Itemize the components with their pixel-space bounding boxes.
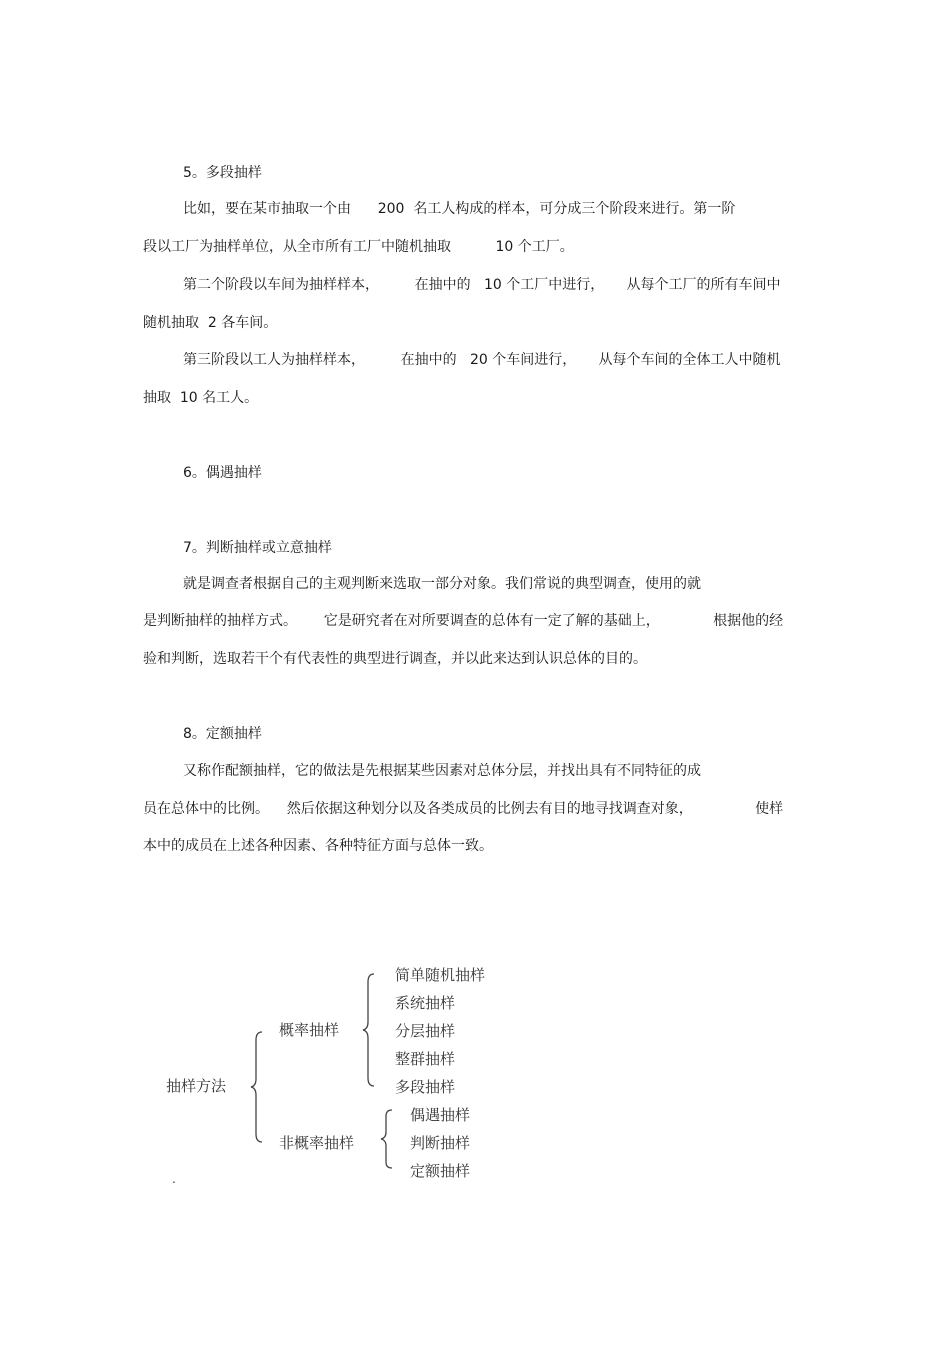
probability-item: 简单随机抽样 bbox=[395, 966, 486, 984]
non-probability-sampling-label: 非概率抽样 bbox=[279, 1134, 355, 1152]
non-probability-item: 判断抽样 bbox=[410, 1134, 471, 1152]
root-brace bbox=[250, 1030, 270, 1145]
section-heading-6: 6。偶遇抽样 bbox=[183, 465, 262, 481]
paragraph-line: 就是调查者根据自己的主观判断来选取一部分对象。我们常说的典型调查，使用的就 bbox=[183, 576, 701, 592]
stray-mark: . bbox=[172, 1172, 176, 1186]
paragraph-line: 段以工厂为抽样单位，从全市所有工厂中随机抽取 10 个工厂。 bbox=[143, 239, 574, 255]
section-heading-5: 5。多段抽样 bbox=[183, 165, 262, 181]
probability-sampling-label: 概率抽样 bbox=[279, 1021, 340, 1039]
paragraph-line: 随机抽取 2 各车间。 bbox=[143, 315, 278, 331]
section-heading-7: 7。判断抽样或立意抽样 bbox=[183, 540, 332, 556]
paragraph-line: 验和判断，选取若干个有代表性的典型进行调查，并以此来达到认识总体的目的。 bbox=[143, 651, 647, 667]
paragraph-line: 是判断抽样的抽样方式。 它是研究者在对所要调查的总体有一定了解的基础上， 根据他的经 bbox=[143, 613, 784, 629]
paragraph-line: 本中的成员在上述各种因素、各种特征方面与总体一致。 bbox=[143, 838, 493, 854]
paragraph-line: 第三阶段以工人为抽样样本， 在抽中的 20 个车间进行， 从每个车间的全体工人中随机 bbox=[183, 352, 781, 368]
probability-item: 整群抽样 bbox=[395, 1050, 456, 1068]
non-probability-item: 偶遇抽样 bbox=[410, 1106, 471, 1124]
paragraph-line: 抽取 10 名工人。 bbox=[143, 390, 259, 406]
probability-item: 多段抽样 bbox=[395, 1078, 456, 1096]
probability-item: 系统抽样 bbox=[395, 994, 456, 1012]
probability-brace bbox=[362, 972, 382, 1090]
diagram-root-label: 抽样方法 bbox=[166, 1077, 227, 1095]
probability-item: 分层抽样 bbox=[395, 1022, 456, 1040]
section-heading-8: 8。定额抽样 bbox=[183, 726, 262, 742]
paragraph-line: 比如，要在某市抽取一个由 200 名工人构成的样本，可分成三个阶段来进行。第一阶 bbox=[183, 201, 736, 217]
paragraph-line: 第二个阶段以车间为抽样样本， 在抽中的 10 个工厂中进行， 从每个工厂的所有车间中 bbox=[183, 277, 781, 293]
paragraph-line: 员在总体中的比例。 然后依据这种划分以及各类成员的比例去有目的地寻找调查对象， 使样 bbox=[143, 801, 784, 817]
non-probability-item: 定额抽样 bbox=[410, 1162, 471, 1180]
non-probability-brace bbox=[380, 1108, 400, 1170]
paragraph-line: 又称作配额抽样，它的做法是先根据某些因素对总体分层，并找出具有不同特征的成 bbox=[183, 763, 701, 779]
